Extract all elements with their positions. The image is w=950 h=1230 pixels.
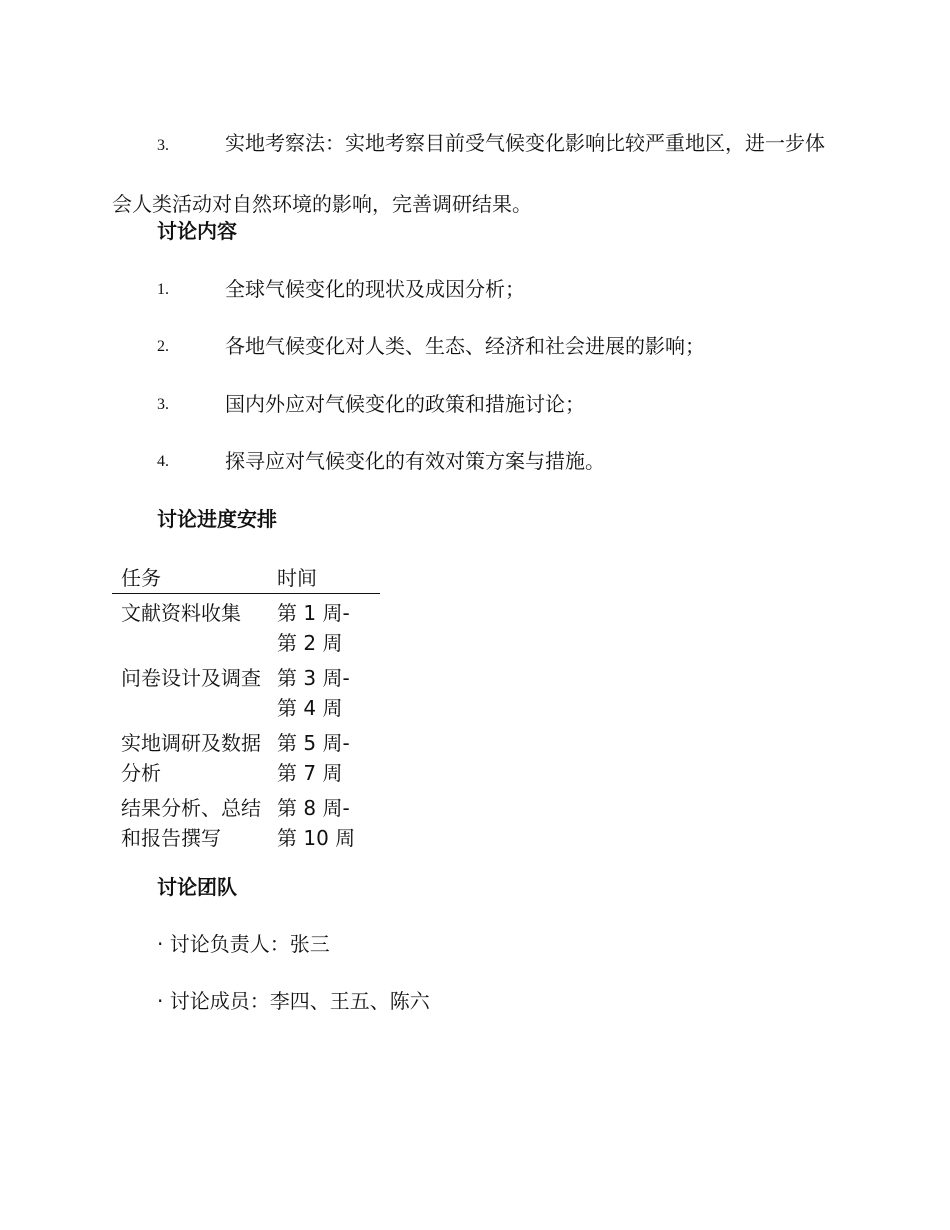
list-item bbox=[157, 274, 837, 304]
schedule-heading: 讨论进度安排 bbox=[157, 507, 277, 531]
team-members: · 讨论成员：李四、王五、陈六 bbox=[157, 989, 430, 1013]
list-item bbox=[157, 446, 837, 476]
column-header-time: 时间 bbox=[277, 566, 317, 590]
item-number: 4. bbox=[157, 453, 169, 470]
item-text: 各地气候变化对人类、生态、经济和社会进展的影响； bbox=[225, 334, 705, 358]
table-row bbox=[112, 724, 380, 789]
item-number: 1. bbox=[157, 281, 169, 298]
task-cell: 问卷设计及调查 bbox=[121, 666, 261, 690]
column-header-task: 任务 bbox=[121, 566, 161, 590]
table-row bbox=[112, 594, 380, 659]
time-cell: 第 1 周- 第 2 周 bbox=[277, 601, 350, 655]
team-leader: · 讨论负责人：张三 bbox=[157, 932, 330, 956]
table-row bbox=[112, 789, 380, 854]
schedule-table bbox=[112, 563, 380, 854]
list-item bbox=[157, 389, 837, 419]
item-text: 国内外应对气候变化的政策和措施讨论； bbox=[225, 392, 585, 416]
task-cell: 实地调研及数据分析 bbox=[121, 731, 261, 785]
list-item bbox=[157, 331, 837, 361]
table-row bbox=[112, 659, 380, 724]
task-cell: 结果分析、总结和报告撰写 bbox=[121, 796, 261, 850]
item-number: 2. bbox=[157, 338, 169, 355]
task-cell: 文献资料收集 bbox=[121, 601, 241, 625]
item-text: 探寻应对气候变化的有效对策方案与措施。 bbox=[225, 449, 605, 473]
table-header bbox=[112, 563, 380, 594]
item-number: 3. bbox=[157, 396, 169, 413]
time-cell: 第 3 周- 第 4 周 bbox=[277, 666, 350, 720]
item-text: 全球气候变化的现状及成因分析； bbox=[225, 277, 525, 301]
item-text: 实地考察法：实地考察目前受气候变化影响比较严重地区，进一步体会人类活动对自然环境的影响，完善调研结果。 bbox=[112, 131, 825, 216]
time-cell: 第 5 周- 第 7 周 bbox=[277, 731, 350, 785]
item-number: 3. bbox=[157, 137, 169, 154]
team-heading: 讨论团队 bbox=[157, 875, 237, 899]
time-cell: 第 8 周- 第 10 周 bbox=[277, 796, 356, 850]
content-heading: 讨论内容 bbox=[157, 219, 237, 243]
